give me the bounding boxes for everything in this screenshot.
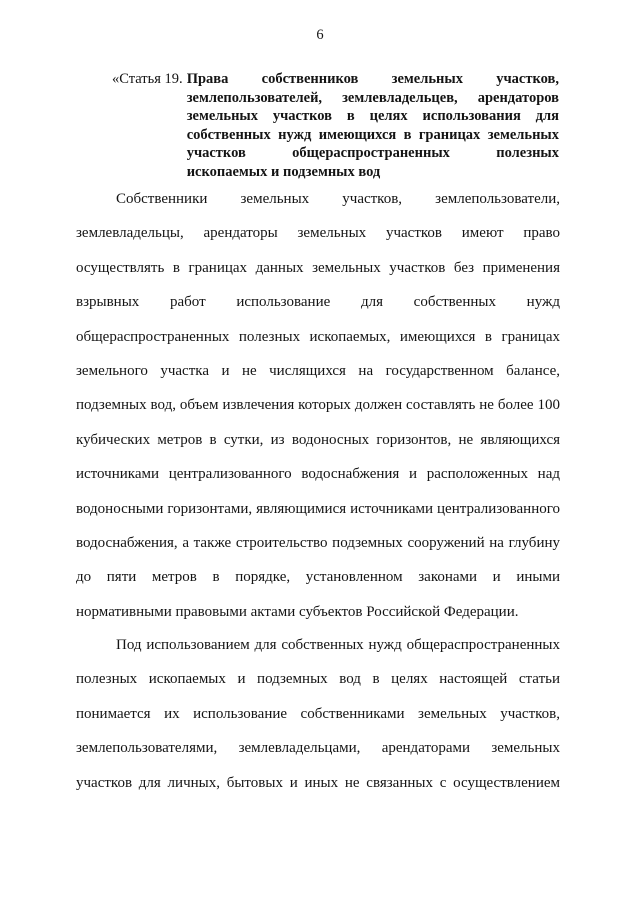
paragraph-owners-rights — [76, 188, 560, 635]
text-line: участков для личных, бытовых и иных не связанных с осуществлением — [76, 774, 560, 791]
text-line: земельного участка и не числящихся на государственном балансе, — [76, 362, 560, 379]
article-label: «Статья 19. — [112, 71, 183, 87]
text-line: взрывных работ использование для собственных нужд — [76, 294, 560, 311]
text-line: источниками централизованного водоснабжения и расположенных над — [76, 466, 560, 483]
text-line: землепользователями, землевладельцами, арендаторами земельных — [76, 740, 560, 757]
article-title-line: участков общераспространенных полезных — [186, 145, 559, 161]
text-line: водоносными горизонтами, являющимися источниками централизованного — [76, 500, 560, 517]
article-title-line: Права собственников земельных участков, — [186, 71, 559, 87]
article-title-line: собственных нужд имеющихся в границах земельных — [186, 126, 559, 143]
text-line: подземных вод, объем извлечения которых должен составлять не более 100 — [76, 397, 560, 414]
article-title-line: землепользователей, землевладельцев, арендаторов — [186, 89, 559, 106]
text-line: понимается их использование собственниками земельных участков, — [76, 705, 560, 722]
article-title-line: ископаемых и подземных вод — [186, 163, 381, 180]
text-line: Собственники земельных участков, землепользователи, — [116, 191, 560, 207]
text-line: землевладельцы, арендаторы земельных участков имеют право — [76, 225, 560, 242]
text-line: полезных ископаемых и подземных вод в целях настоящей статьи — [76, 671, 560, 688]
article-heading — [112, 70, 559, 181]
text-line: Под использованием для собственных нужд общераспространенных — [116, 637, 560, 653]
text-line: осуществлять в границах данных земельных участков без применения — [76, 259, 560, 276]
page-number: 6 — [316, 27, 324, 43]
article-title — [187, 70, 559, 181]
text-line: нормативными правовыми актами субъектов Российской Федерации. — [76, 603, 519, 620]
paragraph-own-needs-definition — [76, 634, 560, 806]
text-line: общераспространенных полезных ископаемых, имеющихся в границах — [76, 328, 560, 345]
text-line: до пяти метров в порядке, установленном законами и иными — [76, 569, 560, 586]
article-title-line: земельных участков в целях использования для — [186, 108, 559, 124]
text-line: кубических метров в сутки, из водоносных горизонтов, не являющихся — [76, 431, 560, 448]
text-line: водоснабжения, а также строительство подземных сооружений на глубину — [76, 534, 560, 551]
